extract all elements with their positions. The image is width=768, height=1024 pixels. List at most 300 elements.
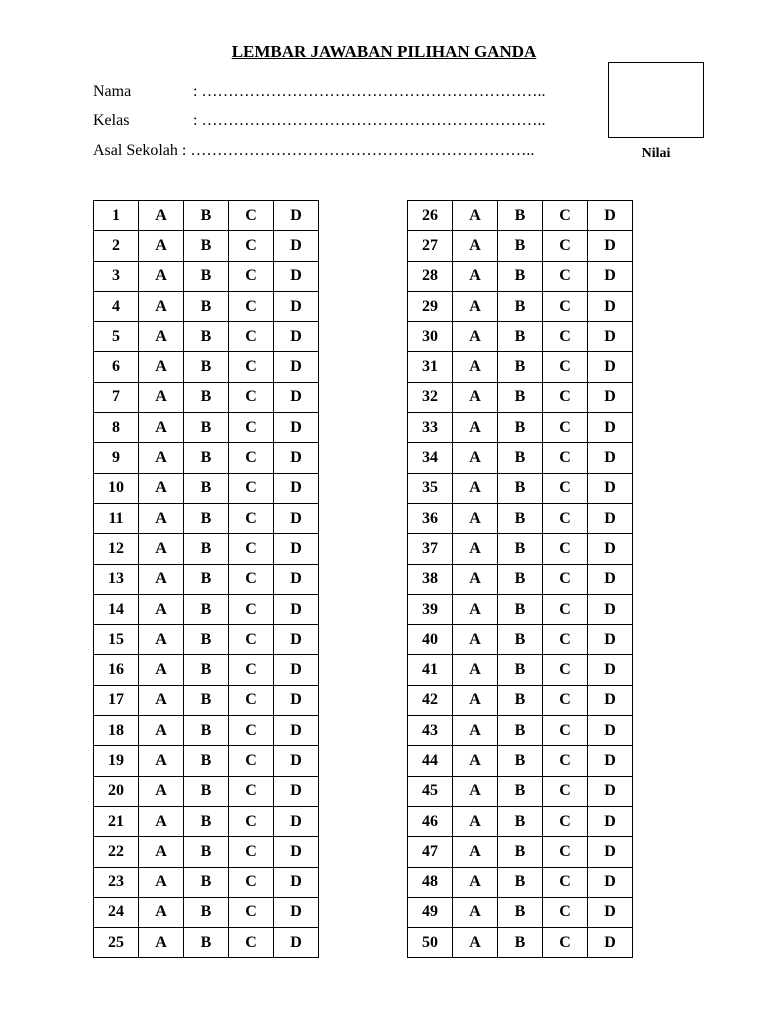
question-number: 45 — [408, 776, 453, 806]
option-b[interactable]: B — [184, 867, 229, 897]
option-a[interactable]: A — [453, 413, 498, 443]
option-d[interactable]: D — [274, 928, 319, 958]
option-d[interactable]: D — [588, 594, 633, 624]
answer-row — [408, 261, 633, 291]
option-a[interactable]: A — [453, 897, 498, 927]
option-b[interactable]: B — [498, 928, 543, 958]
option-b[interactable]: B — [184, 776, 229, 806]
school-field[interactable] — [93, 140, 534, 162]
option-b[interactable]: B — [184, 443, 229, 473]
option-d[interactable]: D — [588, 352, 633, 382]
option-b[interactable]: B — [184, 503, 229, 533]
option-b[interactable]: B — [498, 201, 543, 231]
question-number: 32 — [408, 382, 453, 412]
name-dots: : ……………………………………………………….. — [193, 83, 546, 100]
option-b[interactable]: B — [498, 413, 543, 443]
question-number: 34 — [408, 443, 453, 473]
question-number: 3 — [94, 261, 139, 291]
option-a[interactable]: A — [453, 352, 498, 382]
option-c[interactable]: C — [543, 594, 588, 624]
option-c[interactable]: C — [229, 655, 274, 685]
option-d[interactable]: D — [588, 685, 633, 715]
option-b[interactable]: B — [184, 291, 229, 321]
score-box[interactable] — [608, 62, 704, 138]
question-number: 19 — [94, 746, 139, 776]
score-label: Nilai — [641, 146, 671, 161]
option-b[interactable]: B — [498, 685, 543, 715]
option-a[interactable]: A — [453, 201, 498, 231]
option-a[interactable]: A — [139, 716, 184, 746]
answer-row — [408, 837, 633, 867]
option-a[interactable]: A — [453, 261, 498, 291]
question-number: 16 — [94, 655, 139, 685]
question-number: 41 — [408, 655, 453, 685]
option-b[interactable]: B — [498, 655, 543, 685]
option-a[interactable]: A — [453, 685, 498, 715]
option-a[interactable]: A — [139, 443, 184, 473]
option-b[interactable]: B — [184, 655, 229, 685]
option-a[interactable]: A — [139, 776, 184, 806]
option-a[interactable]: A — [139, 685, 184, 715]
question-number: 24 — [94, 897, 139, 927]
option-b[interactable]: B — [498, 382, 543, 412]
option-b[interactable]: B — [498, 322, 543, 352]
option-b[interactable]: B — [184, 928, 229, 958]
option-d[interactable]: D — [274, 594, 319, 624]
option-b[interactable]: B — [184, 625, 229, 655]
option-c[interactable]: C — [543, 867, 588, 897]
question-number: 7 — [94, 382, 139, 412]
option-c[interactable]: C — [543, 897, 588, 927]
option-b[interactable]: B — [498, 291, 543, 321]
option-b[interactable]: B — [184, 716, 229, 746]
question-number: 17 — [94, 685, 139, 715]
answer-row — [94, 291, 319, 321]
answer-row — [408, 473, 633, 503]
option-a[interactable]: A — [139, 352, 184, 382]
option-d[interactable]: D — [274, 291, 319, 321]
answer-row — [408, 594, 633, 624]
option-b[interactable]: B — [184, 594, 229, 624]
option-d[interactable]: D — [588, 201, 633, 231]
option-b[interactable]: B — [498, 231, 543, 261]
question-number: 42 — [408, 685, 453, 715]
answer-table-right — [407, 200, 633, 958]
option-c[interactable]: C — [229, 928, 274, 958]
option-c[interactable]: C — [543, 261, 588, 291]
option-c[interactable]: C — [543, 413, 588, 443]
option-b[interactable]: B — [498, 503, 543, 533]
option-c[interactable]: C — [543, 534, 588, 564]
answer-row — [94, 716, 319, 746]
option-b[interactable]: B — [184, 201, 229, 231]
answer-row — [408, 746, 633, 776]
option-a[interactable]: A — [453, 322, 498, 352]
option-d[interactable]: D — [588, 867, 633, 897]
answer-row — [408, 625, 633, 655]
answer-row — [408, 564, 633, 594]
option-b[interactable]: B — [184, 261, 229, 291]
option-c[interactable]: C — [229, 322, 274, 352]
option-d[interactable]: D — [274, 473, 319, 503]
answer-row — [408, 352, 633, 382]
option-a[interactable]: A — [453, 746, 498, 776]
option-c[interactable]: C — [229, 382, 274, 412]
answer-row — [408, 413, 633, 443]
option-a[interactable]: A — [139, 291, 184, 321]
option-d[interactable]: D — [274, 413, 319, 443]
option-d[interactable]: D — [274, 655, 319, 685]
option-c[interactable]: C — [543, 231, 588, 261]
question-number: 9 — [94, 443, 139, 473]
answer-row — [408, 897, 633, 927]
school-label: Asal Sekolah — [93, 142, 178, 159]
option-c[interactable]: C — [543, 776, 588, 806]
option-b[interactable]: B — [498, 352, 543, 382]
option-a[interactable]: A — [453, 594, 498, 624]
answer-row — [408, 291, 633, 321]
option-a[interactable]: A — [453, 806, 498, 836]
question-number: 15 — [94, 625, 139, 655]
answer-row — [94, 746, 319, 776]
option-c[interactable]: C — [543, 291, 588, 321]
answer-row — [94, 625, 319, 655]
option-b[interactable]: B — [498, 625, 543, 655]
option-d[interactable]: D — [274, 806, 319, 836]
option-c[interactable]: C — [229, 503, 274, 533]
option-b[interactable]: B — [184, 746, 229, 776]
option-c[interactable]: C — [229, 473, 274, 503]
option-c[interactable]: C — [543, 806, 588, 836]
option-c[interactable]: C — [543, 352, 588, 382]
option-a[interactable]: A — [139, 564, 184, 594]
option-c[interactable]: C — [543, 201, 588, 231]
option-b[interactable]: B — [184, 837, 229, 867]
option-b[interactable]: B — [498, 897, 543, 927]
option-d[interactable]: D — [588, 413, 633, 443]
option-a[interactable]: A — [453, 928, 498, 958]
option-a[interactable]: A — [453, 231, 498, 261]
option-d[interactable]: D — [274, 382, 319, 412]
option-a[interactable]: A — [139, 746, 184, 776]
option-b[interactable]: B — [498, 837, 543, 867]
option-a[interactable]: A — [139, 928, 184, 958]
option-d[interactable]: D — [588, 291, 633, 321]
option-c[interactable]: C — [229, 867, 274, 897]
question-number: 46 — [408, 806, 453, 836]
option-d[interactable]: D — [588, 625, 633, 655]
option-d[interactable]: D — [588, 261, 633, 291]
option-a[interactable]: A — [453, 837, 498, 867]
option-c[interactable]: C — [543, 716, 588, 746]
question-number: 35 — [408, 473, 453, 503]
name-label: Nama — [93, 83, 132, 100]
option-d[interactable]: D — [588, 503, 633, 533]
option-b[interactable]: B — [498, 716, 543, 746]
question-number: 13 — [94, 564, 139, 594]
option-b[interactable]: B — [498, 261, 543, 291]
question-number: 5 — [94, 322, 139, 352]
answer-row — [94, 564, 319, 594]
option-b[interactable]: B — [498, 534, 543, 564]
option-a[interactable]: A — [139, 867, 184, 897]
option-d[interactable]: D — [274, 231, 319, 261]
answer-row — [94, 473, 319, 503]
option-d[interactable]: D — [274, 776, 319, 806]
option-c[interactable]: C — [543, 322, 588, 352]
option-a[interactable]: A — [453, 503, 498, 533]
question-number: 27 — [408, 231, 453, 261]
option-c[interactable]: C — [229, 685, 274, 715]
option-c[interactable]: C — [229, 806, 274, 836]
option-d[interactable]: D — [274, 685, 319, 715]
option-a[interactable]: A — [453, 625, 498, 655]
option-b[interactable]: B — [184, 564, 229, 594]
option-a[interactable]: A — [453, 655, 498, 685]
option-c[interactable]: C — [229, 261, 274, 291]
question-number: 22 — [94, 837, 139, 867]
option-d[interactable]: D — [588, 897, 633, 927]
class-field[interactable] — [93, 110, 545, 132]
option-c[interactable]: C — [229, 534, 274, 564]
option-c[interactable]: C — [229, 837, 274, 867]
answer-row — [94, 776, 319, 806]
question-number: 14 — [94, 594, 139, 624]
option-c[interactable]: C — [229, 231, 274, 261]
answer-row — [408, 534, 633, 564]
option-d[interactable]: D — [274, 261, 319, 291]
option-b[interactable]: B — [184, 534, 229, 564]
question-number: 21 — [94, 806, 139, 836]
option-b[interactable]: B — [184, 897, 229, 927]
option-a[interactable]: A — [453, 534, 498, 564]
answer-row — [94, 443, 319, 473]
question-number: 11 — [94, 503, 139, 533]
option-b[interactable]: B — [498, 473, 543, 503]
option-a[interactable]: A — [139, 231, 184, 261]
answer-row — [408, 503, 633, 533]
option-c[interactable]: C — [543, 503, 588, 533]
option-c[interactable]: C — [543, 382, 588, 412]
option-d[interactable]: D — [588, 322, 633, 352]
option-a[interactable]: A — [139, 413, 184, 443]
option-d[interactable]: D — [274, 625, 319, 655]
option-a[interactable]: A — [453, 382, 498, 412]
answer-row — [408, 928, 633, 958]
answer-row — [408, 655, 633, 685]
question-number: 48 — [408, 867, 453, 897]
option-c[interactable]: C — [229, 625, 274, 655]
question-number: 44 — [408, 746, 453, 776]
option-b[interactable]: B — [498, 806, 543, 836]
answer-row — [94, 594, 319, 624]
answer-row — [408, 443, 633, 473]
option-a[interactable]: A — [139, 261, 184, 291]
option-d[interactable]: D — [588, 776, 633, 806]
question-number: 39 — [408, 594, 453, 624]
class-dots: : ……………………………………………………….. — [193, 112, 546, 129]
question-number: 50 — [408, 928, 453, 958]
answer-row — [94, 897, 319, 927]
option-c[interactable]: C — [229, 352, 274, 382]
option-c[interactable]: C — [229, 291, 274, 321]
option-a[interactable]: A — [139, 473, 184, 503]
question-number: 10 — [94, 473, 139, 503]
option-b[interactable]: B — [184, 352, 229, 382]
option-c[interactable]: C — [229, 746, 274, 776]
option-c[interactable]: C — [543, 564, 588, 594]
option-d[interactable]: D — [274, 564, 319, 594]
question-number: 43 — [408, 716, 453, 746]
option-b[interactable]: B — [184, 473, 229, 503]
option-b[interactable]: B — [184, 231, 229, 261]
option-c[interactable]: C — [229, 897, 274, 927]
answer-row — [94, 503, 319, 533]
option-c[interactable]: C — [229, 716, 274, 746]
answer-row — [94, 685, 319, 715]
question-number: 8 — [94, 413, 139, 443]
option-a[interactable]: A — [139, 382, 184, 412]
option-d[interactable]: D — [588, 928, 633, 958]
option-d[interactable]: D — [588, 534, 633, 564]
option-d[interactable]: D — [274, 443, 319, 473]
option-c[interactable]: C — [543, 625, 588, 655]
option-c[interactable]: C — [229, 413, 274, 443]
option-d[interactable]: D — [274, 746, 319, 776]
option-d[interactable]: D — [274, 897, 319, 927]
option-a[interactable]: A — [453, 776, 498, 806]
option-b[interactable]: B — [184, 685, 229, 715]
option-a[interactable]: A — [139, 655, 184, 685]
option-d[interactable]: D — [274, 352, 319, 382]
option-c[interactable]: C — [229, 594, 274, 624]
question-number: 18 — [94, 716, 139, 746]
option-b[interactable]: B — [498, 564, 543, 594]
answer-row — [94, 382, 319, 412]
option-c[interactable]: C — [229, 564, 274, 594]
option-d[interactable]: D — [588, 473, 633, 503]
question-number: 49 — [408, 897, 453, 927]
question-number: 37 — [408, 534, 453, 564]
option-c[interactable]: C — [543, 837, 588, 867]
option-b[interactable]: B — [498, 594, 543, 624]
option-a[interactable]: A — [453, 473, 498, 503]
option-a[interactable]: A — [139, 625, 184, 655]
question-number: 31 — [408, 352, 453, 382]
answer-row — [94, 322, 319, 352]
question-number: 36 — [408, 503, 453, 533]
option-d[interactable]: D — [588, 746, 633, 776]
question-number: 6 — [94, 352, 139, 382]
answer-row — [94, 201, 319, 231]
question-number: 25 — [94, 928, 139, 958]
option-d[interactable]: D — [274, 503, 319, 533]
question-number: 12 — [94, 534, 139, 564]
option-b[interactable]: B — [498, 867, 543, 897]
answer-row — [408, 776, 633, 806]
option-d[interactable]: D — [588, 716, 633, 746]
answer-row — [408, 806, 633, 836]
question-number: 20 — [94, 776, 139, 806]
answer-row — [408, 322, 633, 352]
option-d[interactable]: D — [588, 231, 633, 261]
option-b[interactable]: B — [184, 382, 229, 412]
question-number: 38 — [408, 564, 453, 594]
option-a[interactable]: A — [139, 806, 184, 836]
option-b[interactable]: B — [498, 776, 543, 806]
option-a[interactable]: A — [139, 837, 184, 867]
option-d[interactable]: D — [274, 322, 319, 352]
option-d[interactable]: D — [588, 443, 633, 473]
name-field[interactable] — [93, 81, 545, 103]
option-d[interactable]: D — [588, 564, 633, 594]
option-a[interactable]: A — [139, 503, 184, 533]
question-number: 28 — [408, 261, 453, 291]
option-a[interactable]: A — [453, 867, 498, 897]
option-d[interactable]: D — [588, 655, 633, 685]
option-c[interactable]: C — [543, 928, 588, 958]
option-c[interactable]: C — [229, 443, 274, 473]
option-a[interactable]: A — [139, 322, 184, 352]
option-b[interactable]: B — [184, 322, 229, 352]
answer-row — [94, 928, 319, 958]
answer-row — [94, 867, 319, 897]
option-d[interactable]: D — [274, 534, 319, 564]
question-number: 33 — [408, 413, 453, 443]
answer-row — [408, 382, 633, 412]
question-number: 23 — [94, 867, 139, 897]
question-number: 47 — [408, 837, 453, 867]
answer-row — [408, 685, 633, 715]
option-a[interactable]: A — [139, 201, 184, 231]
option-d[interactable]: D — [588, 382, 633, 412]
option-d[interactable]: D — [274, 837, 319, 867]
answer-row — [94, 261, 319, 291]
option-b[interactable]: B — [184, 413, 229, 443]
answer-row — [94, 806, 319, 836]
option-d[interactable]: D — [588, 806, 633, 836]
option-b[interactable]: B — [498, 746, 543, 776]
option-a[interactable]: A — [139, 594, 184, 624]
option-d[interactable]: D — [274, 716, 319, 746]
option-c[interactable]: C — [543, 473, 588, 503]
question-number: 29 — [408, 291, 453, 321]
option-c[interactable]: C — [543, 443, 588, 473]
option-c[interactable]: C — [543, 746, 588, 776]
option-b[interactable]: B — [498, 443, 543, 473]
answer-row — [94, 655, 319, 685]
option-d[interactable]: D — [274, 867, 319, 897]
option-d[interactable]: D — [274, 201, 319, 231]
answer-row — [94, 413, 319, 443]
question-number: 26 — [408, 201, 453, 231]
answer-row — [408, 201, 633, 231]
option-a[interactable]: A — [453, 564, 498, 594]
answer-row — [408, 231, 633, 261]
option-c[interactable]: C — [543, 685, 588, 715]
option-b[interactable]: B — [184, 806, 229, 836]
option-a[interactable]: A — [453, 443, 498, 473]
option-a[interactable]: A — [139, 534, 184, 564]
option-c[interactable]: C — [543, 655, 588, 685]
option-c[interactable]: C — [229, 776, 274, 806]
option-d[interactable]: D — [588, 837, 633, 867]
option-a[interactable]: A — [453, 716, 498, 746]
answer-table-left — [93, 200, 319, 958]
option-a[interactable]: A — [453, 291, 498, 321]
option-c[interactable]: C — [229, 201, 274, 231]
option-a[interactable]: A — [139, 897, 184, 927]
